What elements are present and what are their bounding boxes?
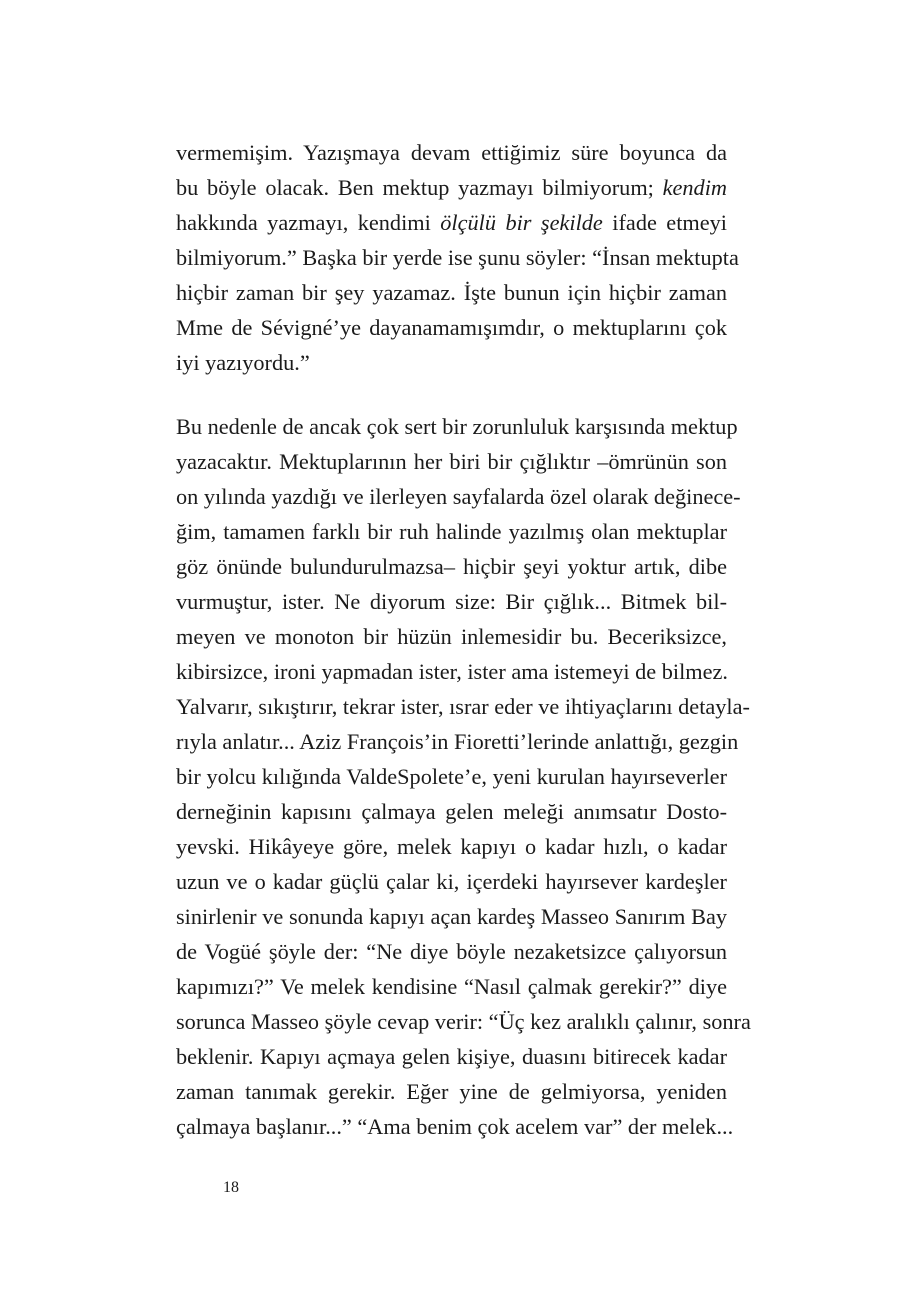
- text-line: [176, 794, 727, 829]
- text-line: [176, 549, 727, 584]
- text-line: [176, 240, 739, 275]
- text-line: [176, 864, 727, 899]
- text-line: [176, 1109, 734, 1144]
- text-line: [176, 170, 727, 205]
- text-line: [176, 345, 727, 380]
- text-line: [176, 1004, 751, 1039]
- text-line: [176, 444, 727, 479]
- text-line: [176, 1074, 727, 1109]
- text-line: [176, 759, 727, 794]
- text-line: [176, 205, 727, 240]
- paragraph: [176, 409, 751, 1144]
- text-line: [176, 724, 739, 759]
- text-line: [176, 829, 727, 864]
- text-run: çalmaya başlanır...” “Ama benim çok acelem var” der melek...: [176, 1114, 734, 1139]
- text-run: iyi yazıyordu.”: [176, 350, 310, 375]
- text-run: kapımızı?” Ve melek kendisine “Nasıl çalmak gerekir?” diye: [176, 974, 727, 999]
- text-run: göz önünde bulundurulmazsa– hiçbir şeyi yoktur artık, dibe: [176, 554, 727, 579]
- text-run: derneğinin kapısını çalmaya gelen meleği anımsatır Dosto-: [176, 799, 727, 824]
- text-line: [176, 899, 727, 934]
- text-run: zaman tanımak gerekir. Eğer yine de gelmiyorsa, yeniden: [176, 1079, 727, 1104]
- text-line: [176, 689, 750, 724]
- text-run: sorunca Masseo şöyle cevap verir: “Üç kez aralıklı çalınır, sonra: [176, 1009, 751, 1034]
- text-line: [176, 409, 738, 444]
- italic-emphasis: kendim: [662, 175, 727, 200]
- text-run: bir yolcu kılığında ValdeSpolete’e, yeni kurulan hayırseverler: [176, 764, 727, 789]
- text-run: rıyla anlatır... Aziz François’in Fioretti’lerinde anlattığı, gezgin: [176, 729, 739, 754]
- text-run: ğim, tamamen farklı bir ruh halinde yazılmış olan mektuplar: [176, 519, 727, 544]
- text-line: [176, 1039, 727, 1074]
- text-run: Mme de Sévigné’ye dayanamamışımdır, o mektuplarını çok: [176, 315, 727, 340]
- page-number: 18: [223, 1179, 239, 1196]
- text-line: [176, 135, 727, 170]
- text-line: [176, 969, 727, 1004]
- text-run: de Vogüé şöyle der: “Ne diye böyle nezaketsizce çalıyorsun: [176, 939, 727, 964]
- text-run: Bu nedenle de ancak çok sert bir zorunluluk karşısında mektup: [176, 414, 738, 439]
- italic-emphasis: ölçülü bir şekilde: [440, 210, 603, 235]
- text-run: hiçbir zaman bir şey yazamaz. İşte bunun için hiçbir zaman: [176, 280, 727, 305]
- text-run: uzun ve o kadar güçlü çalar ki, içerdeki hayırsever kardeşler: [176, 869, 727, 894]
- text-run: yevski. Hikâyeye göre, melek kapıyı o kadar hızlı, o kadar: [176, 834, 727, 859]
- paragraph: [176, 135, 739, 380]
- text-line: [176, 514, 727, 549]
- text-line: [176, 584, 727, 619]
- text-run: Yalvarır, sıkıştırır, tekrar ister, ısrar eder ve ihtiyaçlarını detayla-: [176, 694, 750, 719]
- text-run: bu böyle olacak. Ben mektup yazmayı bilmiyorum;: [176, 175, 663, 200]
- text-run: on yılında yazdığı ve ilerleyen sayfalarda özel olarak değinece-: [176, 484, 741, 509]
- text-run: hakkında yazmayı, kendimi: [176, 210, 441, 235]
- text-run: beklenir. Kapıyı açmaya gelen kişiye, duasını bitirecek kadar: [176, 1044, 727, 1069]
- text-run: meyen ve monoton bir hüzün inlemesidir bu. Beceriksizce,: [176, 624, 727, 649]
- text-line: [176, 934, 727, 969]
- text-line: [176, 654, 727, 689]
- text-line: [176, 619, 727, 654]
- text-run: sinirlenir ve sonunda kapıyı açan kardeş Masseo Sanırım Bay: [176, 904, 727, 929]
- text-line: [176, 310, 727, 345]
- text-run: kibirsizce, ironi yapmadan ister, ister ama istemeyi de bilmez.: [176, 659, 729, 684]
- text-run: yazacaktır. Mektuplarının her biri bir çığlıktır –ömrünün son: [176, 449, 727, 474]
- text-run: ifade etmeyi: [602, 210, 727, 235]
- text-line: [176, 275, 727, 310]
- text-run: vermemişim. Yazışmaya devam ettiğimiz süre boyunca da: [176, 140, 727, 165]
- text-line: [176, 479, 741, 514]
- text-run: bilmiyorum.” Başka bir yerde ise şunu söyler: “İnsan mektupta: [176, 245, 739, 270]
- text-run: vurmuştur, ister. Ne diyorum size: Bir çığlık... Bitmek bil-: [176, 589, 727, 614]
